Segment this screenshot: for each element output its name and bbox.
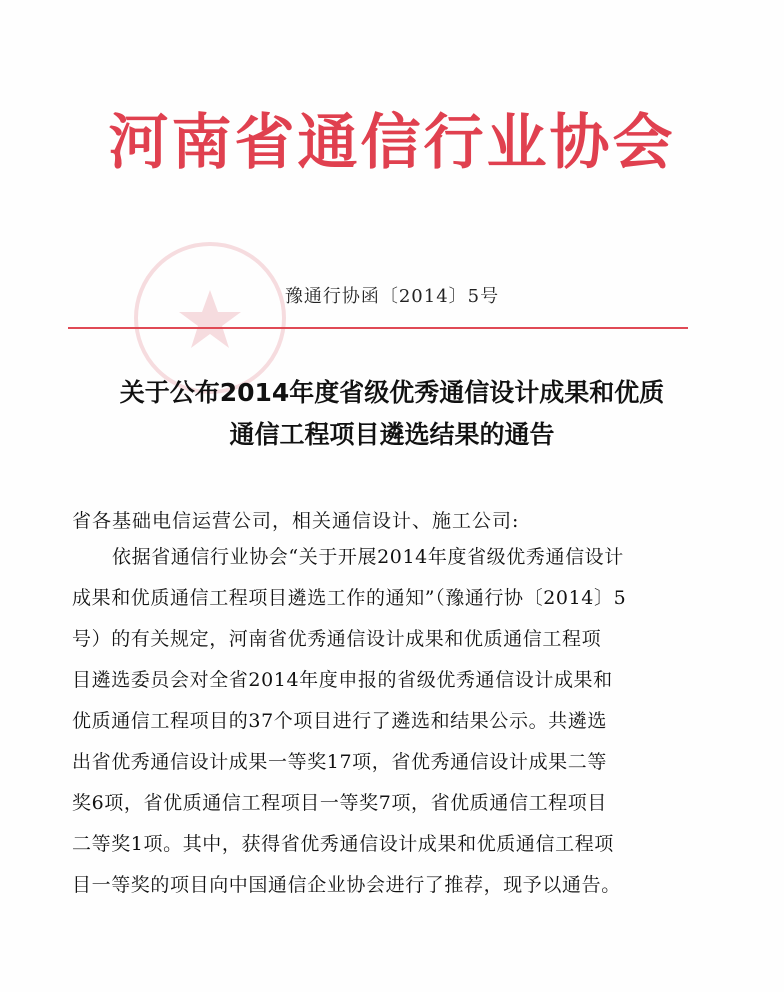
document-number: 豫通行协函〔2014〕5号 xyxy=(284,286,500,307)
body-line: 出省优秀通信设计成果一等奖17项，省优秀通信设计成果二等 xyxy=(72,751,607,773)
body-line: 优质通信工程项目的37个项目进行了遴选和结果公示。共遴选 xyxy=(72,710,607,732)
notice-title-line-2: 通信工程项目遴选结果的通告 xyxy=(229,420,555,449)
body-line: 成果和优质通信工程项目遴选工作的通知”（豫通行协〔2014〕5 xyxy=(72,587,627,609)
letterhead-org-name: 河南省通信行业协会 xyxy=(108,108,676,178)
notice-title-line-1: 关于公布2014年度省级优秀通信设计成果和优质 xyxy=(119,378,665,407)
body-line: 依据省通信行业协会“关于开展2014年度省级优秀通信设计 xyxy=(112,546,624,568)
body-line: 二等奖1项。其中，获得省优秀通信设计成果和优质通信工程项 xyxy=(72,833,614,855)
notice-title xyxy=(0,372,784,456)
body-line: 目遴选委员会对全省2014年度申报的省级优秀通信设计成果和 xyxy=(72,669,613,691)
letterhead-divider xyxy=(68,327,688,329)
salutation: 省各基础电信运营公司，相关通信设计、施工公司: xyxy=(72,510,520,532)
body-line: 奖6项，省优质通信工程项目一等奖7项，省优质通信工程项目 xyxy=(72,792,607,814)
body-line: 号）的有关规定，河南省优秀通信设计成果和优质通信工程项 xyxy=(72,628,602,650)
body-paragraph xyxy=(72,537,702,906)
body-line: 目一等奖的项目向中国通信企业协会进行了推荐，现予以通告。 xyxy=(72,874,621,896)
